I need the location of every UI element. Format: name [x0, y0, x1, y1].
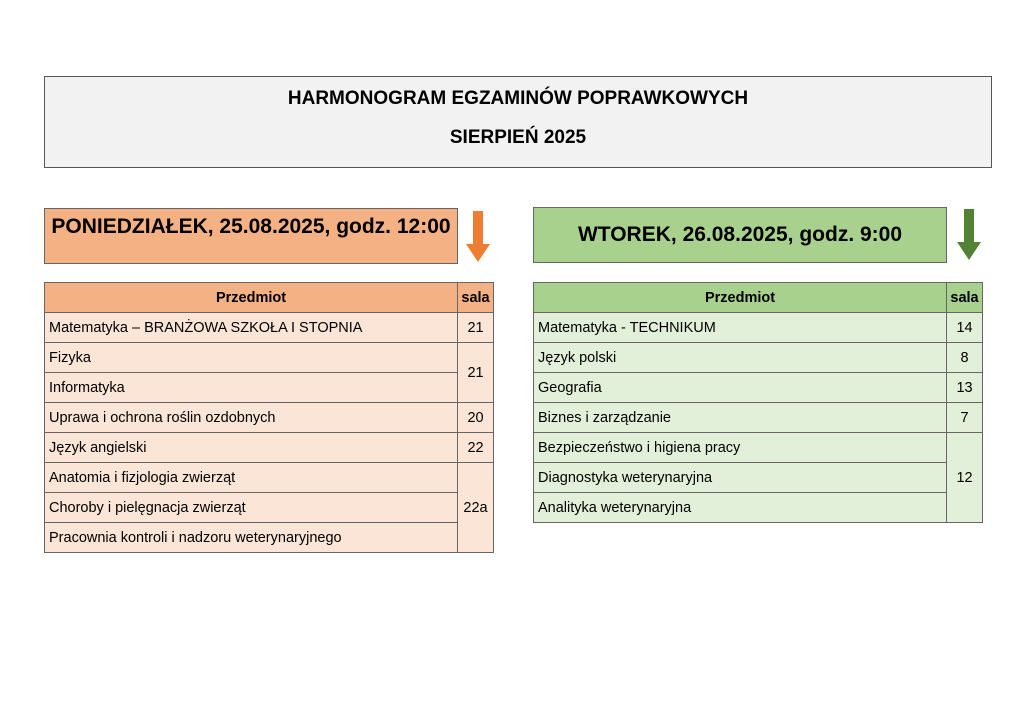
table-row: [534, 433, 983, 463]
table-row: [45, 343, 494, 373]
table-row: [45, 433, 494, 463]
table-row: [45, 523, 494, 553]
column-header-subject: Przedmiot: [45, 283, 458, 313]
subject-cell: Analityka weterynaryjna: [534, 493, 947, 523]
column-header-subject: Przedmiot: [534, 283, 947, 313]
monday-table: [44, 282, 494, 553]
room-cell: 22: [458, 433, 494, 463]
subject-cell: Matematyka - TECHNIKUM: [534, 313, 947, 343]
room-cell: 22a: [458, 463, 494, 553]
subject-cell: Informatyka: [45, 373, 458, 403]
subject-cell: Choroby i pielęgnacja zwierząt: [45, 493, 458, 523]
tuesday-header: WTOREK, 26.08.2025, godz. 9:00: [533, 207, 947, 263]
room-cell: 8: [947, 343, 983, 373]
column-header-room: sala: [458, 283, 494, 313]
table-header-row: [45, 283, 494, 313]
table-row: [45, 493, 494, 523]
down-arrow-icon: [466, 211, 490, 263]
room-cell: 13: [947, 373, 983, 403]
subject-cell: Geografia: [534, 373, 947, 403]
monday-header: PONIEDZIAŁEK, 25.08.2025, godz. 12:00: [44, 208, 458, 264]
table-row: [534, 493, 983, 523]
subject-cell: Pracownia kontroli i nadzoru weterynaryjnego: [45, 523, 458, 553]
subject-cell: Język polski: [534, 343, 947, 373]
table-row: [534, 403, 983, 433]
subject-cell: Język angielski: [45, 433, 458, 463]
subject-cell: Diagnostyka weterynaryjna: [534, 463, 947, 493]
subject-cell: Bezpieczeństwo i higiena pracy: [534, 433, 947, 463]
column-header-room: sala: [947, 283, 983, 313]
table-row: [534, 313, 983, 343]
room-cell: 7: [947, 403, 983, 433]
subject-cell: Fizyka: [45, 343, 458, 373]
subject-cell: Biznes i zarządzanie: [534, 403, 947, 433]
table-row: [45, 403, 494, 433]
title-box: [44, 76, 992, 168]
room-cell: 21: [458, 313, 494, 343]
down-arrow-icon: [957, 209, 981, 261]
table-row: [534, 373, 983, 403]
room-cell: 14: [947, 313, 983, 343]
subject-cell: Anatomia i fizjologia zwierząt: [45, 463, 458, 493]
subject-cell: Matematyka – BRANŻOWA SZKOŁA I STOPNIA: [45, 313, 458, 343]
table-row: [534, 343, 983, 373]
tuesday-table: [533, 282, 983, 523]
table-row: [45, 313, 494, 343]
title-line-1: HARMONOGRAM EGZAMINÓW POPRAWKOWYCH: [287, 88, 749, 109]
table-header-row: [534, 283, 983, 313]
room-cell: 20: [458, 403, 494, 433]
table-row: [45, 373, 494, 403]
room-cell: 21: [458, 343, 494, 403]
subject-cell: Uprawa i ochrona roślin ozdobnych: [45, 403, 458, 433]
table-row: [45, 463, 494, 493]
title-line-2: SIERPIEŃ 2025: [449, 127, 587, 148]
room-cell: 12: [947, 433, 983, 523]
table-row: [534, 463, 983, 493]
